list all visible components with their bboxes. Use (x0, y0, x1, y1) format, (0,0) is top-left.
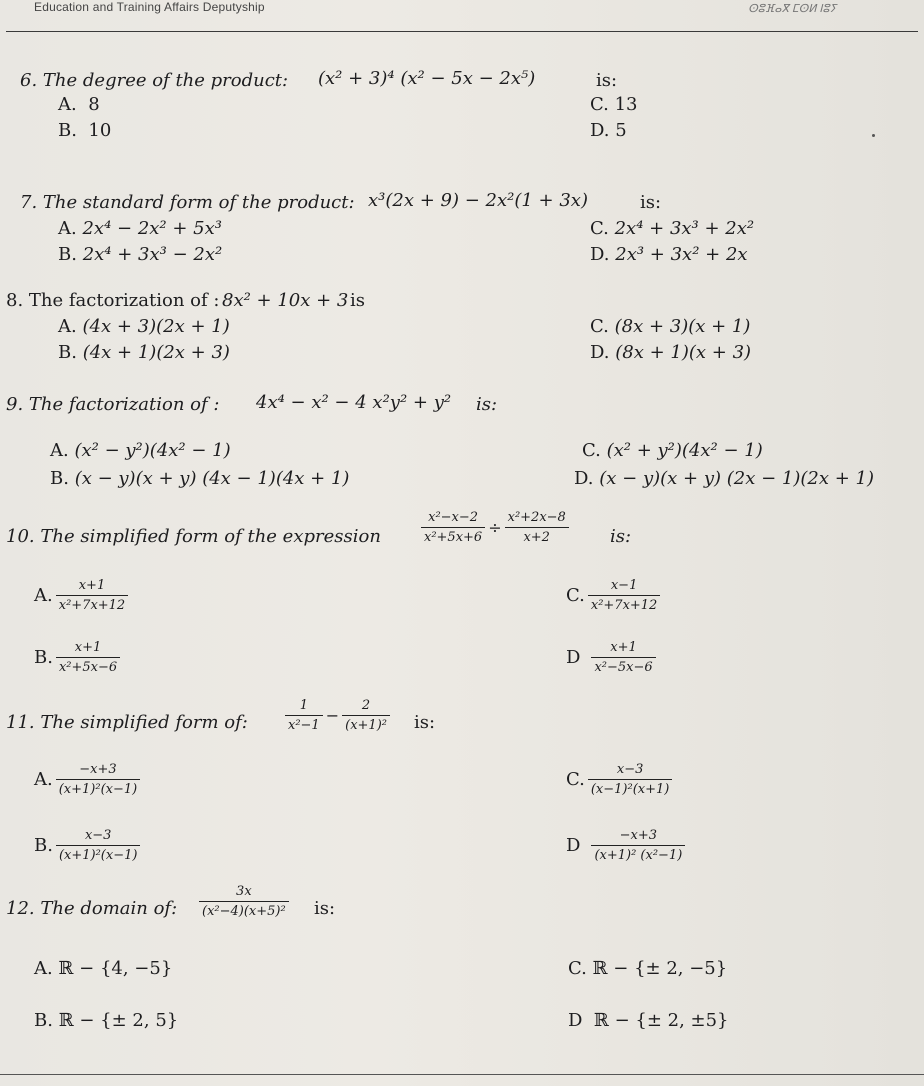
q8-option-c: C. (8x + 3)(x + 1) (590, 316, 751, 337)
q8-stem: 8. The factorization of : (6, 290, 220, 311)
q10-option-a: A. $\frac{x+1}{\text{x²+7x+12}}$ (34, 578, 131, 613)
q11-option-a: A. $\frac{-x+3}{\text{(x+1)²(x−1)}}$ (34, 762, 143, 797)
q6-option-d: D. 5 (590, 120, 627, 141)
q6-option-c: C. 13 (590, 94, 638, 115)
q11-option-b: B. $\frac{x-3}{\text{(x+1)²(x−1)}}$ (34, 828, 143, 863)
q9-option-b: B. (x − y)(x + y) (4x − 1)(4x + 1) (50, 468, 350, 489)
q6-expression: (x² + 3)⁴ (x² − 5x − 2x⁵) (318, 68, 536, 89)
q11-fraction-2: $\frac{2}{\text{(x+1)²}}$ (342, 698, 390, 733)
q10-stem: 10. The simplified form of the expression (6, 526, 381, 547)
q6-stem (20, 70, 288, 91)
q6-option-b: B. 10 (58, 120, 112, 141)
q10-option-c: C. $\frac{x-1}{\text{x²+7x+12}}$ (566, 578, 663, 613)
q12-stem: 12. The domain of: (6, 898, 178, 919)
q6-tail: is: (596, 70, 618, 91)
q8-option-a: A. (4x + 3)(2x + 1) (58, 316, 230, 337)
q10-option-d: D $\frac{x+1}{\text{x²−5x−6}}$ (566, 640, 659, 675)
q6-number: 6. (20, 70, 38, 91)
q9-stem: 9. The factorization of : (6, 394, 220, 415)
q12-tail: is: (314, 898, 336, 919)
q7-tail: is: (640, 192, 662, 213)
q10-expression: $\frac{\text{x²−x−2}}{\text{x²+5x+6}}$ ÷ $\frac{\text{x²+2x−8}}{x+2}$ (418, 510, 572, 545)
q10-fraction-1: $\frac{\text{x²−x−2}}{\text{x²+5x+6}}$ (421, 510, 485, 545)
q7-expression: x³(2x + 9) − 2x²(1 + 3x) (368, 190, 588, 211)
q10-fraction-2: $\frac{\text{x²+2x−8}}{x+2}$ (505, 510, 569, 545)
q8-option-d: D. (8x + 1)(x + 3) (590, 342, 752, 363)
q11-fraction-1: $\frac{1}{\text{x²−1}}$ (285, 698, 323, 733)
pencil-mark (872, 134, 875, 137)
q7-option-a: A. 2x⁴ − 2x² + 5x³ (58, 218, 222, 239)
q9-expression: 4x⁴ − x² − 4 x²y² + y² (256, 392, 452, 413)
q11-tail: is: (414, 712, 436, 733)
header-divider (6, 31, 918, 32)
q11-option-c: C. $\frac{x-3}{\text{(x−1)²(x+1)}}$ (566, 762, 675, 797)
q12-option-b: B. ℝ − {± 2, 5} (34, 1010, 179, 1031)
q6-option-a: A. 8 (58, 94, 100, 115)
q12-expression (196, 884, 292, 919)
q9-option-d: D. (x − y)(x + y) (2x − 1)(2x + 1) (574, 468, 875, 489)
q12-fraction: $\frac{3x}{\text{(x²−4)(x+5)²}}$ (199, 884, 289, 919)
q11-stem: 11. The simplified form of: (6, 712, 248, 733)
header-right-text: ⵙⵓⴼⴰⴳ ⵎⵙⵍ ⵏⵓⵢ (748, 3, 837, 15)
bottom-divider (0, 1074, 924, 1075)
q12-option-c: C. ℝ − {± 2, −5} (568, 958, 728, 979)
q8-option-b: B. (4x + 1)(2x + 3) (58, 342, 230, 363)
q9-option-c: C. (x² + y²)(4x² − 1) (582, 440, 763, 461)
q9-tail: is: (476, 394, 498, 415)
q10-option-b: B. $\frac{x+1}{\text{x²+5x−6}}$ (34, 640, 123, 675)
q9-option-a: A. (x² − y²)(4x² − 1) (50, 440, 231, 461)
q12-option-a: A. ℝ − {4, −5} (34, 958, 173, 979)
q7-option-d: D. 2x³ + 3x² + 2x (590, 244, 748, 265)
q8-tail: is (350, 290, 365, 311)
q7-option-b: B. 2x⁴ + 3x³ − 2x² (58, 244, 223, 265)
q7-stem: 7. The standard form of the product: (20, 192, 355, 213)
q7-option-c: C. 2x⁴ + 3x³ + 2x² (590, 218, 755, 239)
q11-option-d: D $\frac{-x+3}{\text{(x+1)² (x²−1)}}$ (566, 828, 688, 863)
header-title: Education and Training Affairs Deputyship (34, 0, 265, 14)
q12-option-d: D ℝ − {± 2, ±5} (568, 1010, 729, 1031)
q6-stem-text: The degree of the product: (42, 70, 289, 91)
q11-expression: $\frac{1}{\text{x²−1}}$ − $\frac{2}{\text{(x+1)²}}$ (282, 698, 393, 733)
q8-expression: 8x² + 10x + 3 (222, 290, 349, 311)
q10-tail: is: (610, 526, 632, 547)
